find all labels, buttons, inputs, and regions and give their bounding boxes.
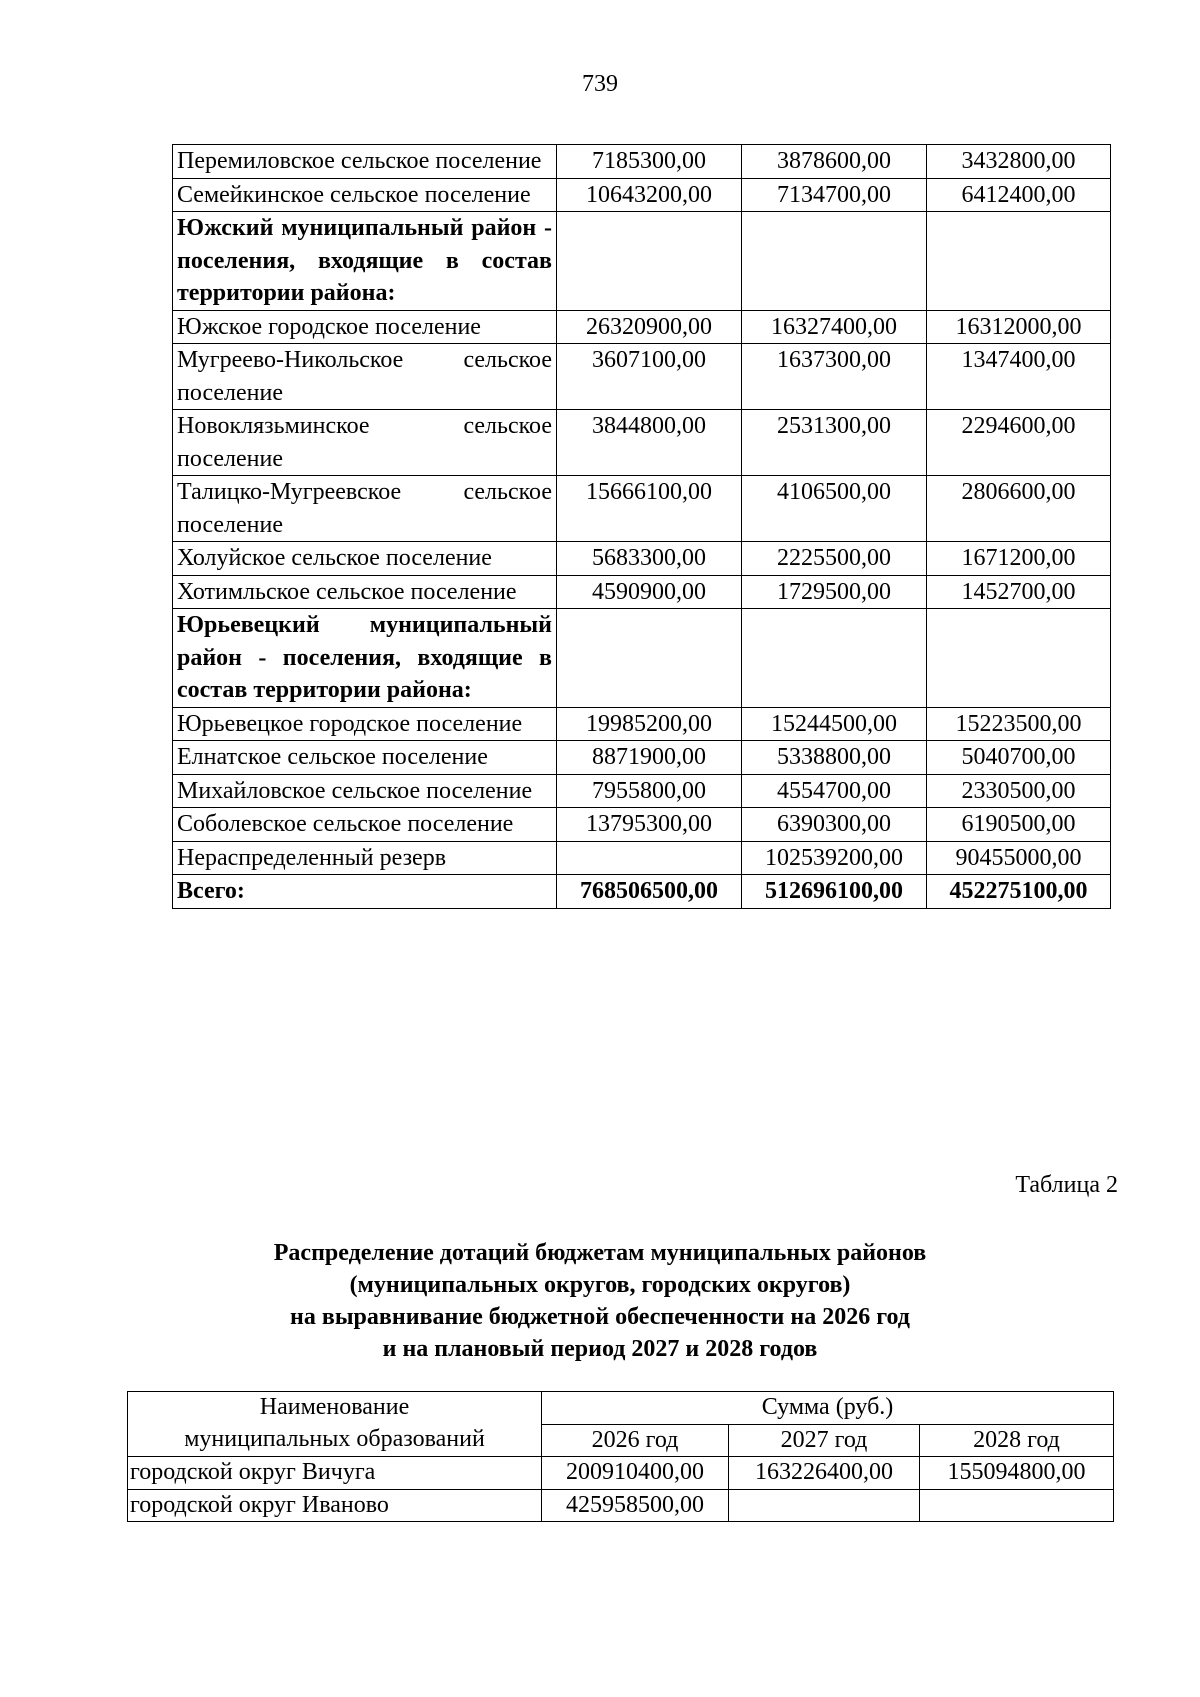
table-row: [173, 741, 1111, 775]
subsidies-table-body: [128, 1457, 1114, 1522]
value-2028-cell: [920, 1489, 1114, 1522]
section-row: [173, 212, 1111, 311]
heading-line: (муниципальных округов, городских округов): [349, 1272, 851, 1298]
value-2026-cell: [557, 841, 742, 875]
value-2026-cell: 15666100,00: [557, 476, 742, 542]
value-2028-cell: 6190500,00: [927, 808, 1111, 842]
name-cell: Мугреево-Никольское сельское поселение: [173, 344, 557, 410]
table-row: [173, 774, 1111, 808]
value-2028-cell: 2294600,00: [927, 410, 1111, 476]
value-2026-cell: 8871900,00: [557, 741, 742, 775]
table-row: [173, 178, 1111, 212]
table-row: [173, 476, 1111, 542]
name-cell: городской округ Вичуга: [128, 1457, 542, 1490]
value-2026-cell: 13795300,00: [557, 808, 742, 842]
value-2027-cell: 2225500,00: [742, 542, 927, 576]
table-row: [173, 310, 1111, 344]
value-2026-cell: 26320900,00: [557, 310, 742, 344]
value-2028-cell: 6412400,00: [927, 178, 1111, 212]
settlements-table-body: [173, 145, 1111, 909]
header-year-cell: 2028 год: [920, 1424, 1114, 1457]
header-name-line: Наименование: [259, 1394, 410, 1420]
value-2027-cell: 163226400,00: [729, 1457, 920, 1490]
value-2027-cell: 1729500,00: [742, 575, 927, 609]
value-2027-cell: [729, 1489, 920, 1522]
page-number: 739: [582, 71, 618, 97]
name-cell: Холуйское сельское поселение: [173, 542, 557, 576]
header-name-cell: [128, 1392, 542, 1457]
value-2027-cell: [742, 212, 927, 311]
value-2028-cell: 90455000,00: [927, 841, 1111, 875]
value-2028-cell: 15223500,00: [927, 707, 1111, 741]
table-row: [173, 145, 1111, 179]
value-2026-cell: 4590900,00: [557, 575, 742, 609]
value-2028-cell: 452275100,00: [927, 875, 1111, 909]
value-2027-cell: 2531300,00: [742, 410, 927, 476]
value-2027-cell: 6390300,00: [742, 808, 927, 842]
value-2026-cell: 768506500,00: [557, 875, 742, 909]
table-row: [173, 808, 1111, 842]
name-cell: Южский муниципальный район - поселения, входящие в состав территории района:: [173, 212, 557, 311]
name-cell: Михайловское сельское поселение: [173, 774, 557, 808]
value-2027-cell: 1637300,00: [742, 344, 927, 410]
value-2027-cell: 15244500,00: [742, 707, 927, 741]
value-2026-cell: 200910400,00: [542, 1457, 729, 1490]
value-2028-cell: [927, 212, 1111, 311]
header-year-cell: 2026 год: [542, 1424, 729, 1457]
heading-line: и на плановый период 2027 и 2028 годов: [382, 1336, 818, 1362]
table-row: [173, 344, 1111, 410]
value-2026-cell: 5683300,00: [557, 542, 742, 576]
value-2028-cell: 155094800,00: [920, 1457, 1114, 1490]
value-2028-cell: 2330500,00: [927, 774, 1111, 808]
value-2026-cell: 3844800,00: [557, 410, 742, 476]
value-2026-cell: 10643200,00: [557, 178, 742, 212]
name-cell: Юрьевецкое городское поселение: [173, 707, 557, 741]
value-2026-cell: 7185300,00: [557, 145, 742, 179]
header-name-line: муниципальных образований: [184, 1425, 485, 1452]
value-2026-cell: 7955800,00: [557, 774, 742, 808]
table-label: Таблица 2: [1015, 1172, 1118, 1198]
value-2027-cell: 102539200,00: [742, 841, 927, 875]
name-cell: Перемиловское сельское поселение: [173, 145, 557, 179]
table-row: [173, 410, 1111, 476]
header-sum-cell: Сумма (руб.): [542, 1392, 1114, 1425]
heading-line: Распределение дотаций бюджетам муниципальных районов: [273, 1240, 927, 1266]
table-row: [173, 575, 1111, 609]
table-row: [173, 841, 1111, 875]
value-2026-cell: 19985200,00: [557, 707, 742, 741]
value-2028-cell: 1452700,00: [927, 575, 1111, 609]
value-2027-cell: 4554700,00: [742, 774, 927, 808]
value-2026-cell: [557, 212, 742, 311]
settlements-table: [172, 144, 1111, 909]
value-2028-cell: [927, 609, 1111, 708]
value-2027-cell: 512696100,00: [742, 875, 927, 909]
table-row: [128, 1457, 1114, 1490]
total-row: [173, 875, 1111, 909]
value-2028-cell: 2806600,00: [927, 476, 1111, 542]
value-2027-cell: 16327400,00: [742, 310, 927, 344]
header-year-cell: 2027 год: [729, 1424, 920, 1457]
name-cell: Хотимльское сельское поселение: [173, 575, 557, 609]
heading-line: на выравнивание бюджетной обеспеченности на 2026 год: [290, 1304, 910, 1330]
value-2028-cell: 5040700,00: [927, 741, 1111, 775]
value-2027-cell: [742, 609, 927, 708]
name-cell: Новоклязьминское сельское поселение: [173, 410, 557, 476]
value-2028-cell: 1347400,00: [927, 344, 1111, 410]
value-2027-cell: 7134700,00: [742, 178, 927, 212]
value-2027-cell: 4106500,00: [742, 476, 927, 542]
name-cell: Юрьевецкий муниципальный район - поселения, входящие в состав территории района:: [173, 609, 557, 708]
name-cell: Соболевское сельское поселение: [173, 808, 557, 842]
header-row: [128, 1392, 1114, 1425]
name-cell: Всего:: [173, 875, 557, 909]
name-cell: Нераспределенный резерв: [173, 841, 557, 875]
value-2027-cell: 5338800,00: [742, 741, 927, 775]
name-cell: Талицко-Мугреевское сельское поселение: [173, 476, 557, 542]
value-2028-cell: 16312000,00: [927, 310, 1111, 344]
name-cell: Елнатское сельское поселение: [173, 741, 557, 775]
value-2026-cell: 425958500,00: [542, 1489, 729, 1522]
table-row: [173, 707, 1111, 741]
section-row: [173, 609, 1111, 708]
value-2026-cell: [557, 609, 742, 708]
table-row: [128, 1489, 1114, 1522]
value-2026-cell: 3607100,00: [557, 344, 742, 410]
value-2028-cell: 1671200,00: [927, 542, 1111, 576]
value-2027-cell: 3878600,00: [742, 145, 927, 179]
name-cell: городской округ Иваново: [128, 1489, 542, 1522]
name-cell: Семейкинское сельское поселение: [173, 178, 557, 212]
name-cell: Южское городское поселение: [173, 310, 557, 344]
table-heading: [0, 1237, 1200, 1365]
table-row: [173, 542, 1111, 576]
value-2028-cell: 3432800,00: [927, 145, 1111, 179]
subsidies-table: [127, 1391, 1114, 1522]
